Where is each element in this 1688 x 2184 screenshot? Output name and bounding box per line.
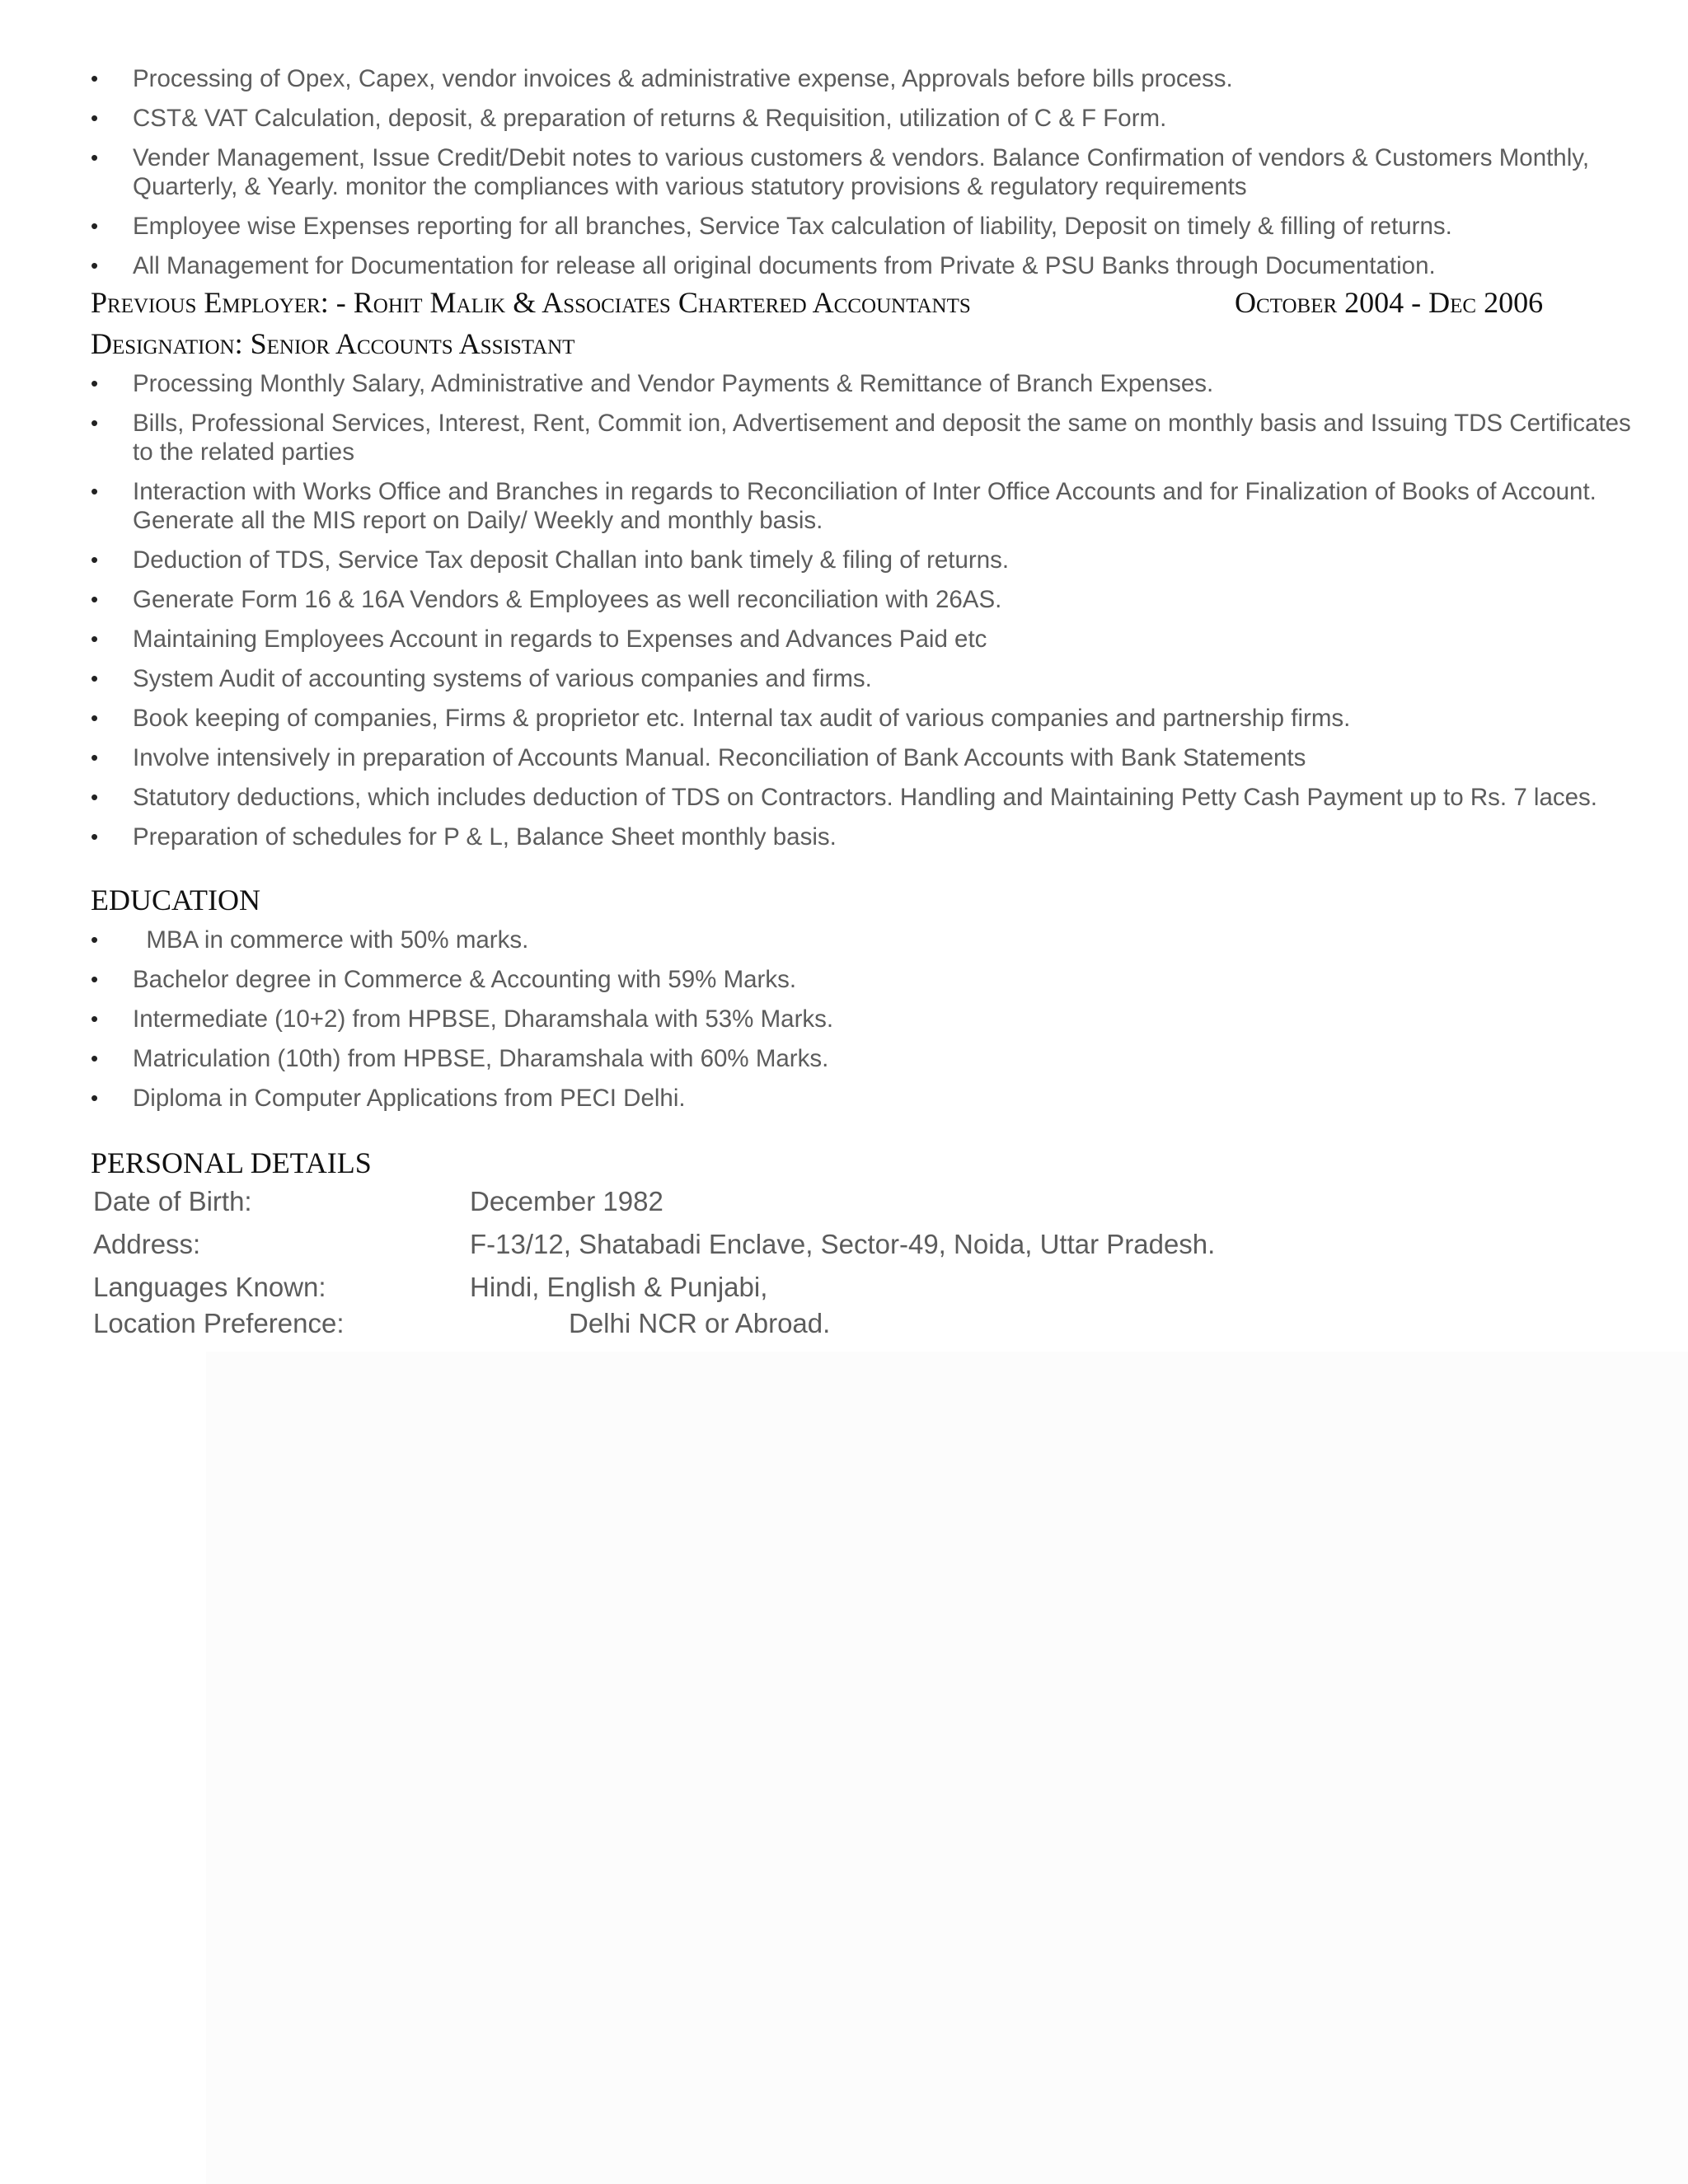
employer-name: Previous Employer: - Rohit Malik & Associates Chartered Accountants [91,286,971,319]
bullet-icon: • [91,1085,99,1110]
bullet-icon: • [91,371,99,396]
bullet-icon: • [91,410,99,435]
top-bullet-list [91,64,1640,280]
bullet-icon: • [91,785,99,809]
education-heading: EDUCATION [91,883,260,916]
location-row [91,1307,1640,1350]
employment-dates: October 2004 - Dec 2006 [1235,286,1544,319]
bullet-icon: • [91,479,99,504]
list-item: • All Management for Documentation for release all original documents from Private & PSU Banks through Documentation. [91,252,1436,279]
designation-heading: Designation: Senior Accounts Assistant [91,327,575,360]
list-item: • Bills, Professional Services, Interest, Rent, Commit ion, Advertisement and deposit the same on monthly basis and Issuing TDS Certificates to the related parties [91,410,1631,466]
bullet-icon: • [91,626,99,651]
education-list [91,926,1640,1113]
dob-label: Date of Birth: [93,1186,252,1216]
dob-row [91,1185,1640,1228]
bullet-icon: • [91,547,99,572]
bullet-icon: • [91,253,99,278]
list-item: • Matriculation (10th) from HPBSE, Dharamshala with 60% Marks. [91,1045,829,1072]
resume-page [91,64,1640,1350]
bullet-icon: • [91,1006,99,1031]
list-item: • Diploma in Computer Applications from PECI Delhi. [91,1085,686,1112]
address-label: Address: [93,1229,201,1259]
page-background-shade [206,1352,1688,2184]
bullet-icon: • [91,1046,99,1071]
bullet-icon: • [91,705,99,730]
employer-bullet-list [91,369,1640,851]
languages-row [91,1271,1640,1307]
list-item: • Processing Monthly Salary, Administrative and Vendor Payments & Remittance of Branch Expenses. [91,370,1214,397]
address-row [91,1228,1640,1271]
list-item: • Book keeping of companies, Firms & proprietor etc. Internal tax audit of various companies and partnership firms. [91,705,1351,732]
languages-value: Hindi, English & Punjabi, [470,1272,768,1302]
bullet-icon: • [91,927,99,952]
personal-details-heading: PERSONAL DETAILS [91,1146,372,1179]
list-item: • Statutory deductions, which includes deduction of TDS on Contractors. Handling and Maintaining Petty Cash Payment up to Rs. 7 laces. [91,784,1597,811]
bullet-icon: • [91,105,99,130]
bullet-icon: • [91,213,99,238]
list-item: • Vender Management, Issue Credit/Debit notes to various customers & vendors. Balance Confirmation of vendors & Customers Monthly, Quarterly, & Yearly. monitor the compliances with various statutory provisions & regulatory requirements [91,144,1590,200]
list-item: • Involve intensively in preparation of Accounts Manual. Reconciliation of Bank Accounts with Bank Statements [91,744,1306,771]
list-item: • Deduction of TDS, Service Tax deposit Challan into bank timely & filing of returns. [91,546,1010,574]
list-item: • Generate Form 16 & 16A Vendors & Employees as well reconciliation with 26AS. [91,586,1002,613]
languages-label: Languages Known: [93,1272,326,1302]
bullet-icon: • [91,666,99,691]
bullet-icon: • [91,145,99,170]
list-item: • Intermediate (10+2) from HPBSE, Dharamshala with 53% Marks. [91,1005,834,1033]
bullet-icon: • [91,824,99,849]
bullet-icon: • [91,587,99,612]
list-item: • System Audit of accounting systems of various companies and firms. [91,665,872,692]
list-item: • Processing of Opex, Capex, vendor invoices & administrative expense, Approvals before bills process. [91,65,1233,92]
previous-employer-heading [91,285,1640,320]
bullet-icon: • [91,66,99,91]
list-item: • Preparation of schedules for P & L, Balance Sheet monthly basis. [91,823,837,851]
bullet-icon: • [91,967,99,991]
list-item: • CST& VAT Calculation, deposit, & preparation of returns & Requisition, utilization of C & F Form. [91,105,1167,132]
address-value: F-13/12, Shatabadi Enclave, Sector-49, Noida, Uttar Pradesh. [470,1229,1216,1259]
location-value: Delhi NCR or Abroad. [569,1308,831,1338]
location-label: Location Preference: [93,1308,345,1338]
list-item: • Employee wise Expenses reporting for all branches, Service Tax calculation of liability, Deposit on timely & filling of returns. [91,213,1452,240]
bullet-icon: • [91,745,99,770]
list-item: • Interaction with Works Office and Branches in regards to Reconciliation of Inter Office Accounts and for Finalization of Books of Account. Generate all the MIS report on Daily/ Weekly and monthly basis. [91,478,1597,534]
list-item: • Maintaining Employees Account in regards to Expenses and Advances Paid etc [91,626,987,653]
list-item: • MBA in commerce with 50% marks. [91,926,529,954]
list-item: • Bachelor degree in Commerce & Accounting with 59% Marks. [91,966,797,993]
dob-value: December 1982 [470,1186,663,1216]
